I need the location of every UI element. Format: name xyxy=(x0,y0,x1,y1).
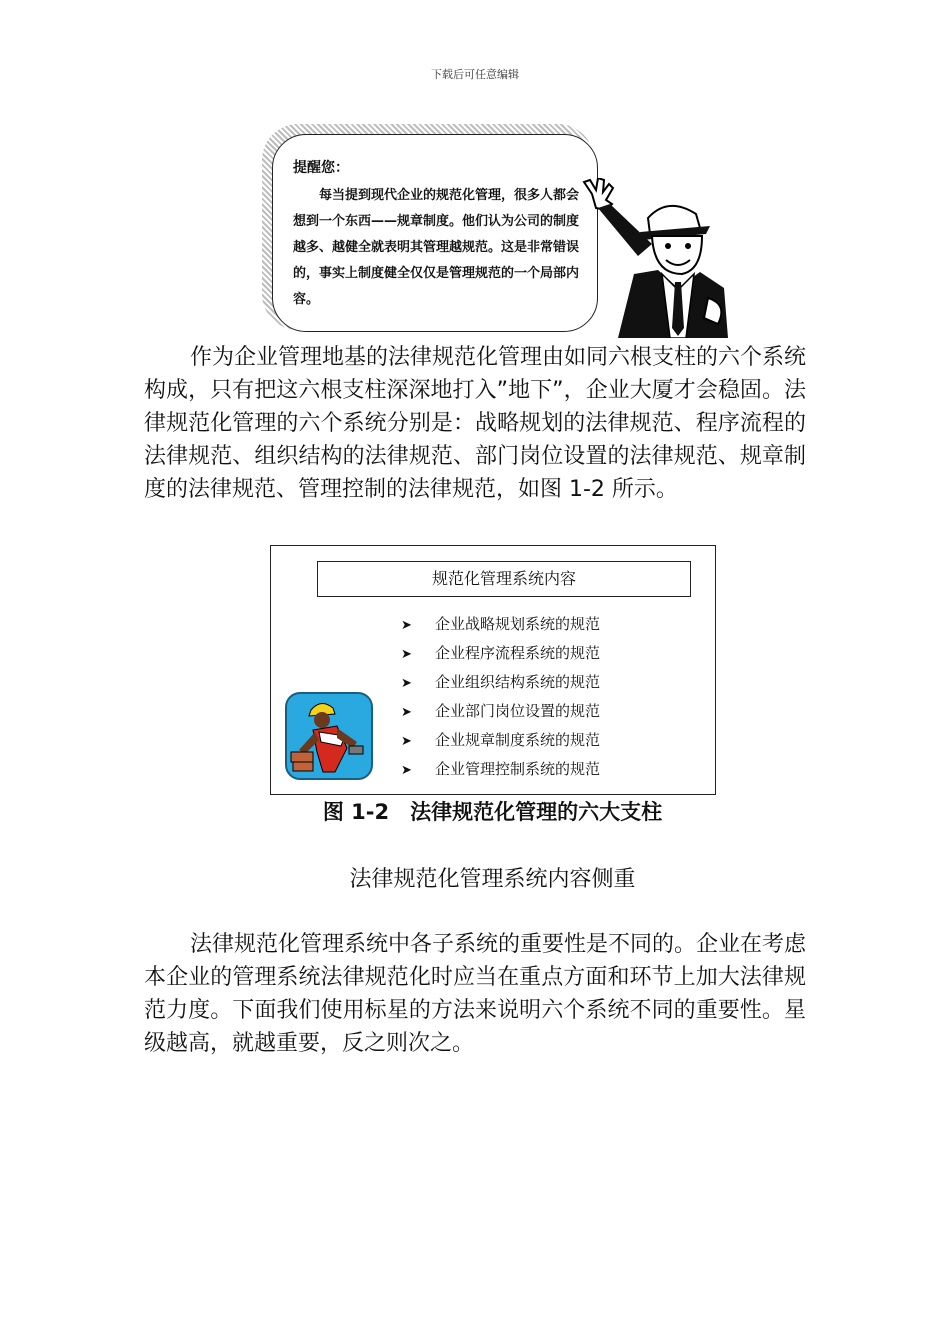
callout-title: 提醒您： xyxy=(293,160,349,176)
arrow-bullet-icon: ➤ xyxy=(401,618,412,633)
list-item: ➤ 企业规章制度系统的规范 xyxy=(401,726,600,755)
arrow-bullet-icon: ➤ xyxy=(401,734,412,749)
list-item: ➤ 企业组织结构系统的规范 xyxy=(401,668,600,697)
figure-item-list xyxy=(401,610,600,784)
arrow-bullet-icon: ➤ xyxy=(401,763,412,778)
figure-title: 规范化管理系统内容 xyxy=(317,561,691,597)
page-header: 下载后可任意编辑 xyxy=(431,68,519,81)
list-item: ➤ 企业程序流程系统的规范 xyxy=(401,639,600,668)
arrow-bullet-icon: ➤ xyxy=(401,676,412,691)
paragraph-six-systems: 作为企业管理地基的法律规范化管理由如同六根支柱的六个系统构成，只有把这六根支柱深深地打入”地下”，企业大厦才会稳固。法律规范化管理的六个系统分别是：战略规划的法律规范、程序流程的法律规范、组织结构的法律规范、部门岗位设置的法律规范、规章制度的法律规范、管理控制的法律规范，如图 1-2 所示。 xyxy=(144,345,807,502)
list-item: ➤ 企业战略规划系统的规范 xyxy=(401,610,600,639)
arrow-bullet-icon: ➤ xyxy=(401,647,412,662)
paragraph-importance: 法律规范化管理系统中各子系统的重要性是不同的。企业在考虑本企业的管理系统法律规范化时应当在重点方面和环节上加大法律规范力度。下面我们使用标星的方法来说明六个系统不同的重要性。星级越高，就越重要，反之则次之。 xyxy=(144,932,807,1056)
figure-management-systems xyxy=(270,545,716,795)
list-item: ➤ 企业部门岗位设置的规范 xyxy=(401,697,600,726)
construction-worker-illustration xyxy=(285,692,373,780)
pointing-man-illustration xyxy=(578,178,730,338)
figure-caption: 图 1-2 法律规范化管理的六大支柱 xyxy=(322,800,663,824)
callout-body: 每当提到现代企业的规范化管理，很多人都会想到一个东西——规章制度。他们认为公司的制度越多、越健全就表明其管理越规范。这是非常错误的，事实上制度健全仅仅是管理规范的一个局部内容。 xyxy=(293,188,580,307)
arrow-bullet-icon: ➤ xyxy=(401,705,412,720)
section-subheading: 法律规范化管理系统内容侧重 xyxy=(349,867,636,892)
reminder-callout xyxy=(272,134,598,332)
list-item: ➤ 企业管理控制系统的规范 xyxy=(401,755,600,784)
